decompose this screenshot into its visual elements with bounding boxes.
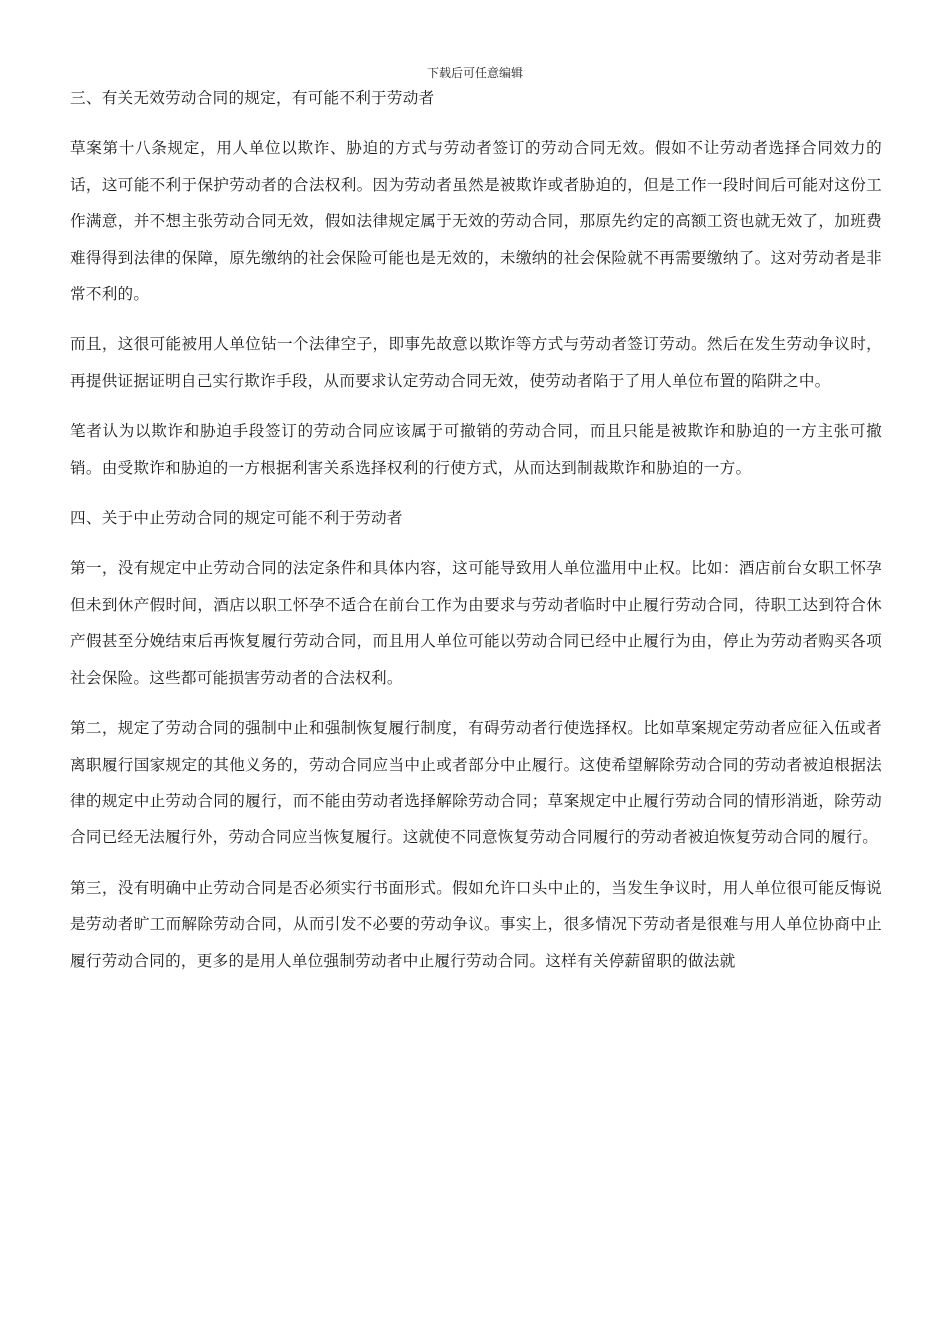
paragraph: 而且，这很可能被用人单位钻一个法律空子，即事先故意以欺诈等方式与劳动者签订劳动。然后在发生劳动争议时，再提供证据证明自己实行欺诈手段，从而要求认定劳动合同无效，使劳动者陷于了用人单位布置的陷阱之中。 (70, 335, 882, 390)
document-body (70, 80, 882, 993)
paragraph: 草案第十八条规定，用人单位以欺诈、胁迫的方式与劳动者签订的劳动合同无效。假如不让劳动者选择合同效力的话，这可能不利于保护劳动者的合法权利。因为劳动者虽然是被欺诈或者胁迫的，但是工作一段时间后可能对这份工作满意，并不想主张劳动合同无效，假如法律规定属于无效的劳动合同，那原先约定的高额工资也就无效了，加班费难得得到法律的保障，原先缴纳的社会保险可能也是无效的，未缴纳的社会保险就不再需要缴纳了。这对劳动者是非常不利的。 (70, 139, 882, 304)
paragraph: 第二，规定了劳动合同的强制中止和强制恢复履行制度，有碍劳动者行使选择权。比如草案规定劳动者应征入伍或者离职履行国家规定的其他义务的，劳动合同应当中止或者部分中止履行。这使希望解除劳动合同的劳动者被迫根据法律的规定中止劳动合同的履行，而不能由劳动者选择解除劳动合同；草案规定中止履行劳动合同的情形消逝，除劳动合同已经无法履行外，劳动合同应当恢复履行。这就使不同意恢复劳动合同履行的劳动者被迫恢复劳动合同的履行。 (70, 719, 882, 847)
paragraph: 第三，没有明确中止劳动合同是否必须实行书面形式。假如允许口头中止的，当发生争议时，用人单位很可能反悔说是劳动者旷工而解除劳动合同，从而引发不必要的劳动争议。事实上，很多情况下劳动者是很难与用人单位协商中止履行劳动合同的，更多的是用人单位强制劳动者中止履行劳动合同。这样有关停薪留职的做法就 (70, 878, 882, 970)
paragraph: 第一，没有规定中止劳动合同的法定条件和具体内容，这可能导致用人单位滥用中止权。比如：酒店前台女职工怀孕但未到休产假时间，酒店以职工怀孕不适合在前台工作为由要求与劳动者临时中止履行劳动合同，待职工达到符合休产假甚至分娩结束后再恢复履行劳动合同，而且用人单位可能以劳动合同已经中止履行为由，停止为劳动者购买各项社会保险。这些都可能损害劳动者的合法权利。 (70, 559, 882, 687)
section-heading-3: 三、有关无效劳动合同的规定，有可能不利于劳动者 (70, 89, 435, 107)
header-note: 下载后可任意编辑 (426, 66, 523, 80)
paragraph: 笔者认为以欺诈和胁迫手段签订的劳动合同应该属于可撤销的劳动合同，而且只能是被欺诈和胁迫的一方主张可撤销。由受欺诈和胁迫的一方根据利害关系选择权利的行使方式，从而达到制裁欺诈和胁迫的一方。 (70, 422, 882, 477)
section-heading-4: 四、关于中止劳动合同的规定可能不利于劳动者 (70, 509, 403, 528)
